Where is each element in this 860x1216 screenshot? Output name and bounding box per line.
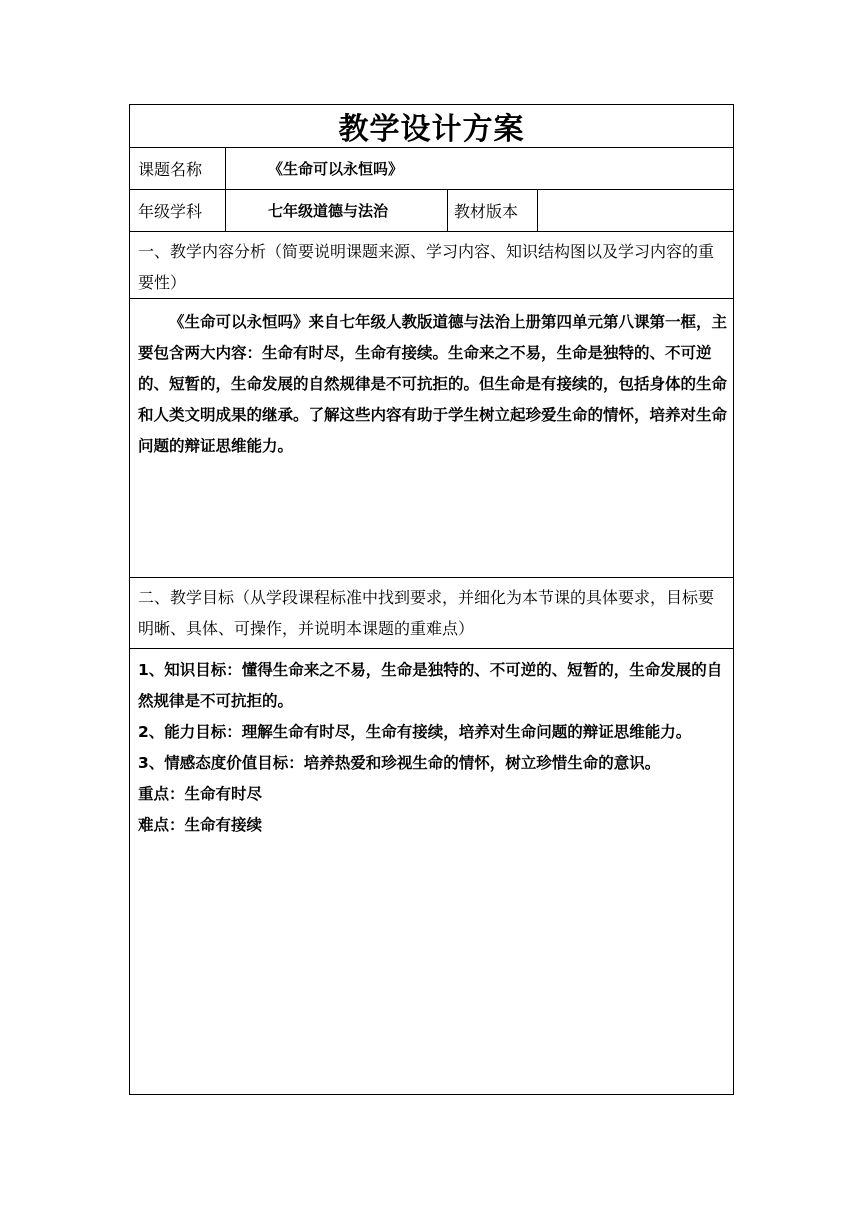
difficult-point: 难点：生命有接续 — [138, 816, 263, 834]
grade-subject-label: 年级学科 — [130, 190, 226, 231]
section2-content-row — [130, 649, 733, 1094]
edition-label: 教材版本 — [448, 190, 538, 231]
edition-value — [538, 190, 733, 231]
course-name-label: 课题名称 — [130, 148, 226, 189]
lesson-design-table — [129, 104, 734, 1095]
key-point: 重点：生命有时尽 — [138, 785, 263, 803]
objectives-list — [130, 649, 733, 841]
objective-emotion: 3、情感态度价值目标：培养热爱和珍视生命的情怀，树立珍惜生命的意识。 — [138, 754, 661, 772]
section1-heading-row — [130, 232, 733, 299]
page-title: 教学设计方案 — [338, 112, 525, 147]
grade-subject-value: 七年级道德与法治 — [226, 190, 448, 231]
section1-content: 《生命可以永恒吗》来自七年级人教版道德与法治上册第四单元第八课第一框，主要包含两大内容：生命有时尽，生命有接续。生命来之不易，生命是独特的、不可逆的、短暂的，生命发展的自然规律是不可抗拒的。但生命是有接续的，包括身体的生命和人类文明成果的继承。了解这些内容有助于学生树立起珍爱生命的情怀，培养对生命问题的辩证思维能力。 — [138, 313, 728, 455]
course-name-value: 《生命可以永恒吗》 — [268, 160, 404, 178]
section2-heading: 二、教学目标（从学段课程标准中找到要求，并细化为本节课的具体要求，目标要明晰、具体、可操作，并说明本课题的重难点） — [138, 588, 715, 638]
grade-subject-row — [130, 190, 733, 232]
section2-heading-row — [130, 578, 733, 649]
title-row — [130, 105, 733, 148]
course-name-row — [130, 148, 733, 190]
section1-heading: 一、教学内容分析（简要说明课题来源、学习内容、知识结构图以及学习内容的重要性） — [138, 242, 715, 292]
section1-content-row — [130, 299, 733, 578]
objective-ability: 2、能力目标：理解生命有时尽，生命有接续，培养对生命问题的辩证思维能力。 — [138, 723, 692, 741]
objective-knowledge: 1、知识目标：懂得生命来之不易，生命是独特的、不可逆的、短暂的，生命发展的自然规律是不可抗拒的。 — [138, 661, 723, 710]
